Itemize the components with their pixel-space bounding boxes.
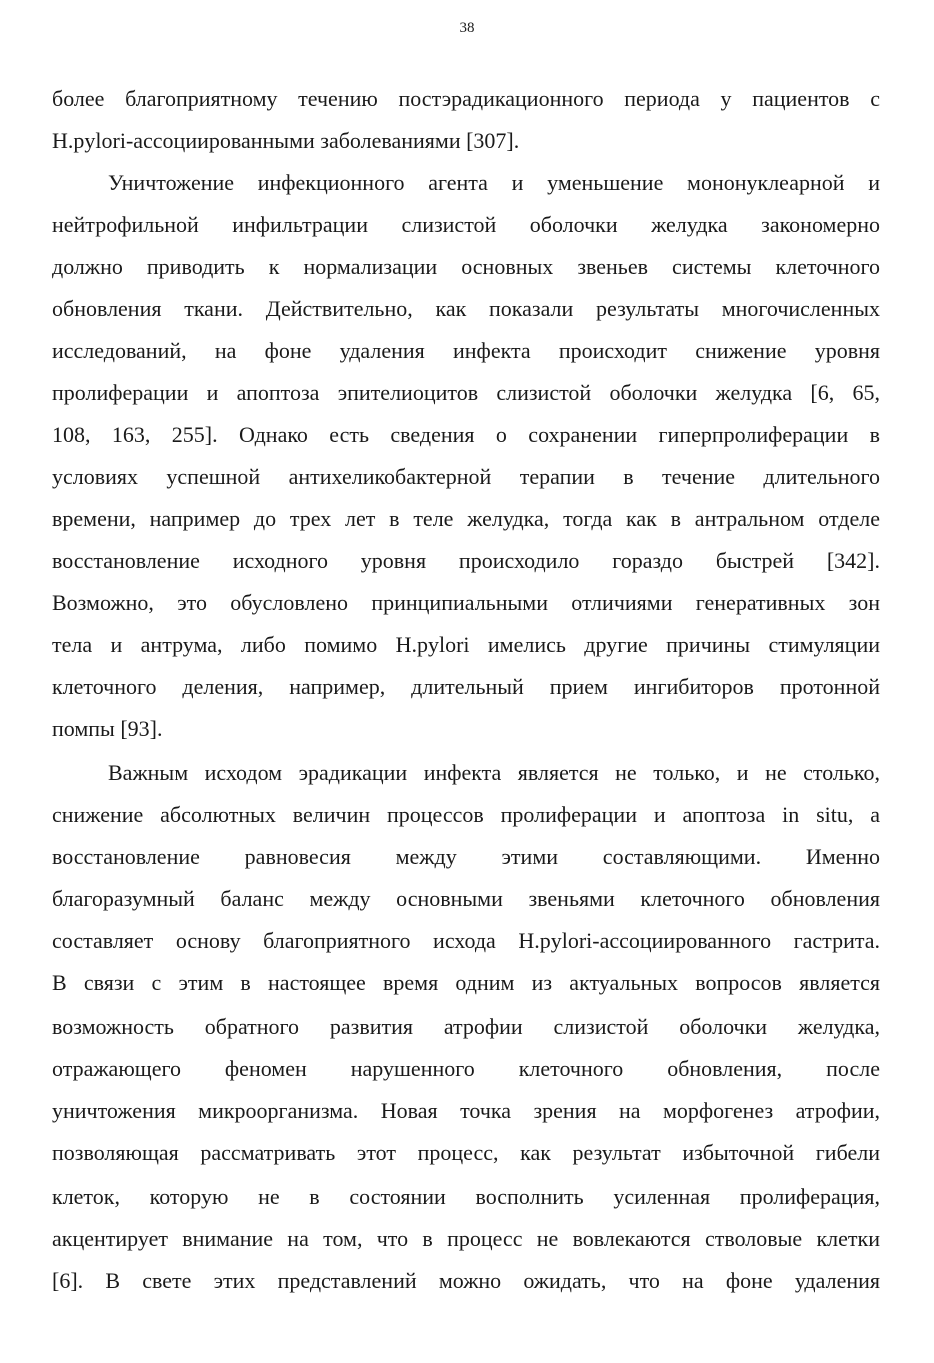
text-line: помпы [93]. bbox=[52, 716, 163, 741]
text-line: нейтрофильной инфильтрации слизистой оболочки желудка закономерно bbox=[52, 212, 880, 237]
text-line: Уничтожение инфекционного агента и уменьшение мононуклеарной и bbox=[108, 170, 880, 195]
text-line: снижение абсолютных величин процессов пролиферации и апоптоза in situ, а bbox=[52, 802, 880, 827]
text-line: пролиферации и апоптоза эпителиоцитов слизистой оболочки желудка [6, 65, bbox=[52, 380, 880, 405]
text-line: акцентирует внимание на том, что в процесс не вовлекаются стволовые клетки bbox=[52, 1226, 880, 1251]
text-line: времени, например до трех лет в теле желудка, тогда как в антральном отделе bbox=[52, 506, 880, 531]
text-line: 108, 163, 255]. Однако есть сведения о сохранении гиперпролиферации в bbox=[52, 422, 880, 447]
text-line: тела и антрума, либо помимо H.pylori имелись другие причины стимуляции bbox=[52, 632, 880, 657]
text-line: клеток, которую не в состоянии восполнить усиленная пролиферация, bbox=[52, 1184, 880, 1209]
text-line: клеточного деления, например, длительный прием ингибиторов протонной bbox=[52, 674, 880, 699]
text-line: В связи с этим в настоящее время одним из актуальных вопросов является bbox=[52, 970, 880, 995]
text-line: восстановление равновесия между этими составляющими. Именно bbox=[52, 844, 880, 869]
text-line: позволяющая рассматривать этот процесс, как результат избыточной гибели bbox=[52, 1140, 880, 1165]
text-line: Важным исходом эрадикации инфекта является не только, и не столько, bbox=[108, 760, 880, 785]
text-line: должно приводить к нормализации основных звеньев системы клеточного bbox=[52, 254, 880, 279]
text-line: Возможно, это обусловлено принципиальными отличиями генеративных зон bbox=[52, 590, 880, 615]
text-line: условиях успешной антихеликобактерной терапии в течение длительного bbox=[52, 464, 880, 489]
text-line: исследований, на фоне удаления инфекта происходит снижение уровня bbox=[52, 338, 880, 363]
text-line: H.pylori-ассоциированными заболеваниями [307]. bbox=[52, 128, 520, 153]
text-line: уничтожения микроорганизма. Новая точка зрения на морфогенез атрофии, bbox=[52, 1098, 880, 1123]
page-number: 38 bbox=[459, 20, 475, 36]
text-line: [6]. В свете этих представлений можно ожидать, что на фоне удаления bbox=[52, 1268, 880, 1293]
text-line: составляет основу благоприятного исхода H.pylori-ассоциированного гастрита. bbox=[52, 928, 880, 953]
text-line: более благоприятному течению постэрадикационного периода у пациентов с bbox=[52, 86, 880, 111]
text-line: восстановление исходного уровня происходило гораздо быстрей [342]. bbox=[52, 548, 880, 573]
text-line: возможность обратного развития атрофии слизистой оболочки желудка, bbox=[52, 1014, 880, 1039]
text-line: отражающего феномен нарушенного клеточного обновления, после bbox=[52, 1056, 880, 1081]
text-line: благоразумный баланс между основными звеньями клеточного обновления bbox=[52, 886, 880, 911]
text-line: обновления ткани. Действительно, как показали результаты многочисленных bbox=[52, 296, 880, 321]
